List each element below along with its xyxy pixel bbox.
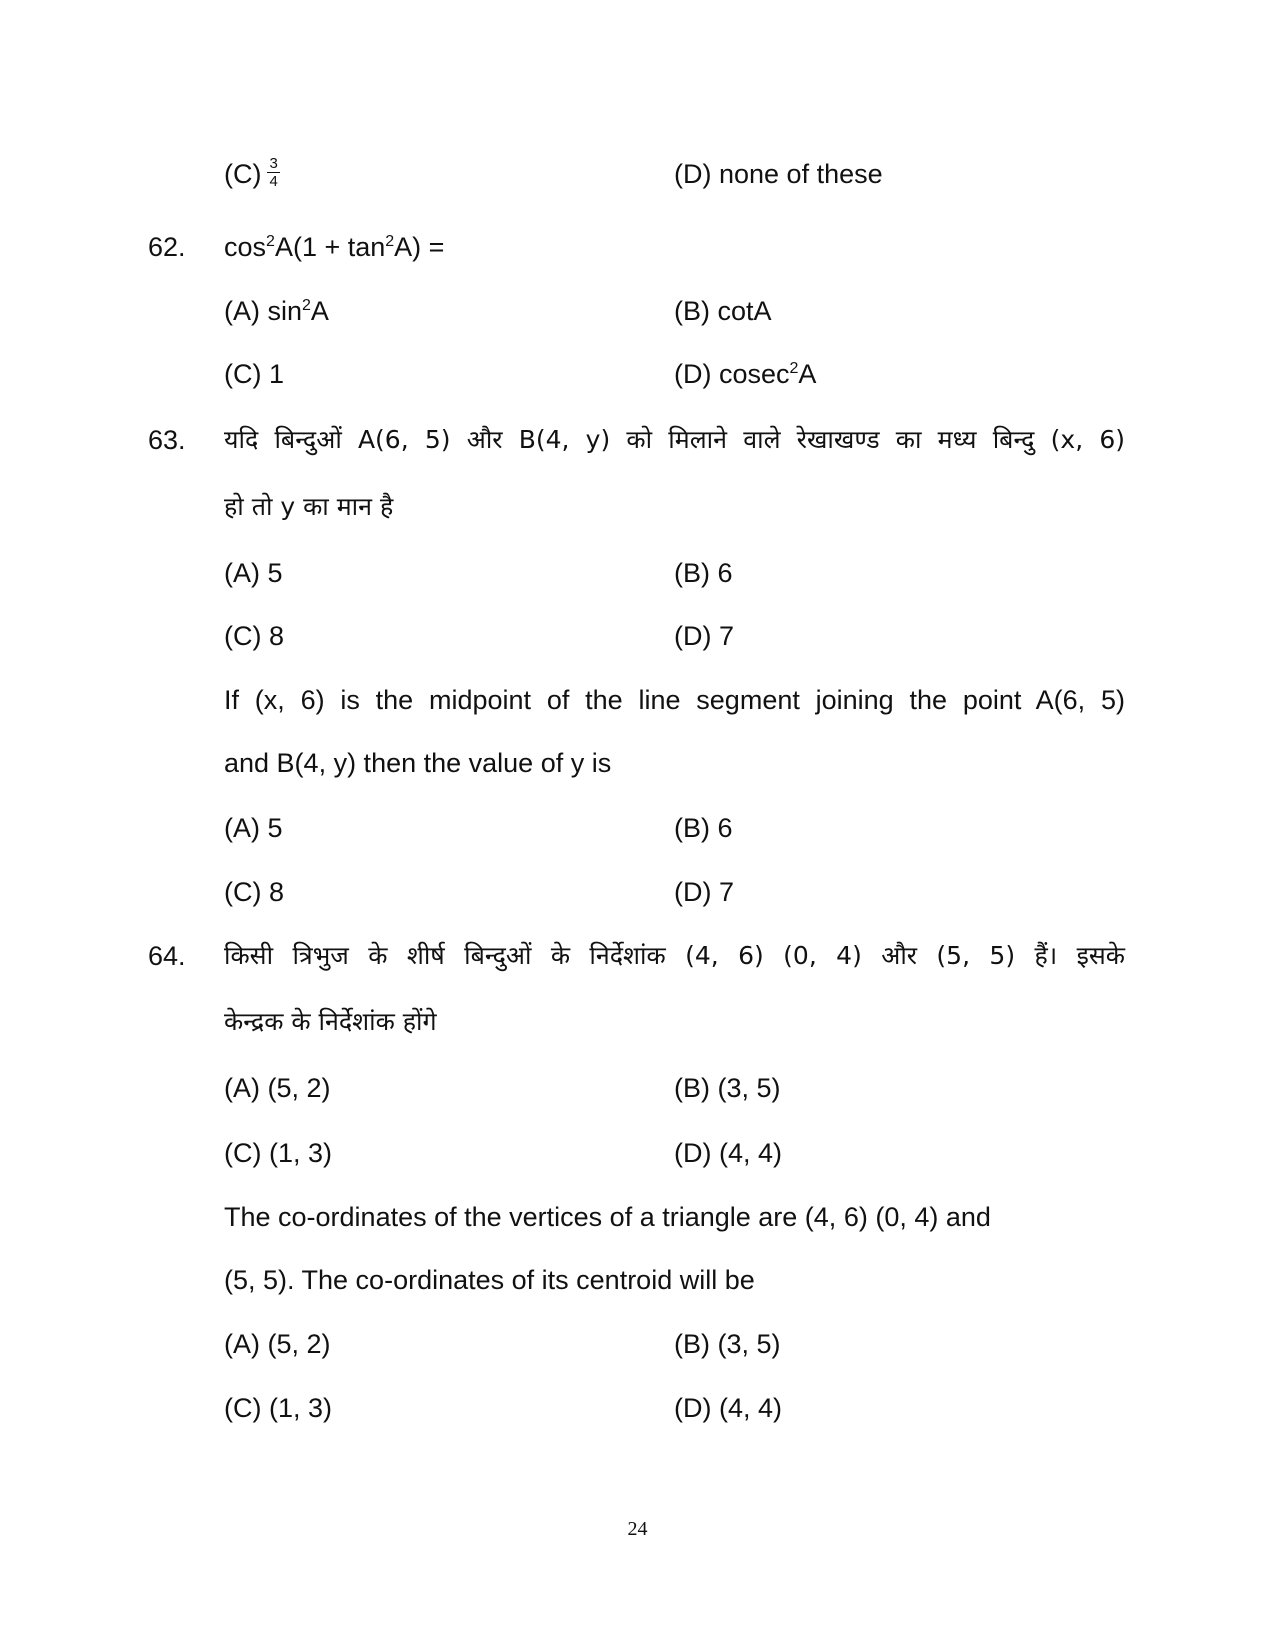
fraction-denominator: 4 <box>269 172 278 190</box>
q62-stem-sup: 2 <box>385 233 395 250</box>
q64-hindi-option-c: (C) (1, 3) <box>224 1138 332 1168</box>
q64-english-option-c: (C) (1, 3) <box>224 1393 332 1423</box>
q62-option-a-part: A <box>310 296 329 326</box>
q61-option-d: (D) none of these <box>674 159 883 189</box>
q64-hindi-stem-line1: किसी त्रिभुज के शीर्ष बिन्दुओं के निर्देशांक (4, 6) (0, 4) और (5, 5) हैं। इसके <box>224 941 1125 970</box>
q62-stem-part: A) = <box>394 232 445 262</box>
q62-option-d-part: A <box>798 359 817 389</box>
q63-english-stem-line1: If (x, 6) is the midpoint of the line segment joining the point A(6, 5) <box>224 685 1125 715</box>
q64-english-option-a: (A) (5, 2) <box>224 1329 331 1359</box>
q64-hindi-options-row-ab <box>0 1068 1275 1108</box>
q61-option-c <box>224 154 280 194</box>
q63-hindi-option-a: (A) 5 <box>224 558 283 588</box>
q63-hindi-option-b: (B) 6 <box>674 558 733 588</box>
q63-english-options-row-ab <box>0 808 1275 848</box>
q63-english-options-row-cd <box>0 872 1275 912</box>
q62-option-d-sup: 2 <box>789 360 799 377</box>
q62-option-a-part: (A) sin <box>224 296 303 326</box>
q63-english-stem-line2: and B(4, y) then the value of y is <box>224 748 612 778</box>
q62-options-row-cd <box>0 354 1275 394</box>
q62-option-d <box>674 354 816 394</box>
q64-english-option-d: (D) (4, 4) <box>674 1393 782 1423</box>
q64-hindi-stem-line2: केन्द्रक के निर्देशांक होंगे <box>224 1007 437 1036</box>
q62-option-a-sup: 2 <box>302 297 311 314</box>
q62-stem-part: cos <box>224 232 267 262</box>
q63-hindi-stem-row1 <box>0 420 1275 460</box>
q63-english-option-d: (D) 7 <box>674 877 734 907</box>
q63-english-option-b: (B) 6 <box>674 813 733 843</box>
q63-number: 63. <box>148 425 186 455</box>
q63-hindi-option-d: (D) 7 <box>674 621 734 651</box>
q62-option-c: (C) 1 <box>224 359 284 389</box>
q64-hindi-option-b: (B) (3, 5) <box>674 1073 781 1103</box>
q62-options-row-ab <box>0 291 1275 331</box>
q64-english-option-b: (B) (3, 5) <box>674 1329 781 1359</box>
q62-stem-row <box>0 227 1275 267</box>
q64-hindi-option-d: (D) (4, 4) <box>674 1138 782 1168</box>
q63-hindi-options-row-cd <box>0 616 1275 656</box>
q63-english-option-c: (C) 8 <box>224 877 284 907</box>
q64-english-stem-line1: The co-ordinates of the vertices of a triangle are (4, 6) (0, 4) and <box>224 1202 991 1232</box>
q64-hindi-options-row-cd <box>0 1133 1275 1173</box>
q63-hindi-option-c: (C) 8 <box>224 621 284 651</box>
q64-english-options-row-ab <box>0 1324 1275 1364</box>
q64-english-stem-line2: (5, 5). The co-ordinates of its centroid will be <box>224 1265 755 1295</box>
q61-options-row-cd <box>0 154 1275 194</box>
q62-option-b: (B) cotA <box>674 296 772 326</box>
q61-option-c-fraction <box>267 155 279 190</box>
q63-english-stem-row1 <box>0 680 1275 720</box>
q63-hindi-stem-line2: हो तो y का मान है <box>224 492 394 521</box>
q64-hindi-stem-row1 <box>0 936 1275 976</box>
page-number: 24 <box>627 1518 648 1540</box>
q64-hindi-stem-row2 <box>0 1002 1275 1042</box>
fraction-numerator: 3 <box>269 154 278 172</box>
q63-hindi-stem-line1: यदि बिन्दुओं A(6, 5) और B(4, y) को मिलाने वाले रेखाखण्ड का मध्य बिन्दु (x, 6) <box>224 425 1125 454</box>
q64-english-stem-row1 <box>0 1197 1275 1237</box>
q64-english-stem-row2 <box>0 1260 1275 1300</box>
q62-option-a <box>224 291 329 331</box>
q63-hindi-options-row-ab <box>0 553 1275 593</box>
q62-stem <box>224 227 444 267</box>
q62-number: 62. <box>148 232 186 262</box>
q62-stem-sup: 2 <box>266 233 275 250</box>
q61-option-c-label: (C) <box>224 159 262 189</box>
q63-hindi-stem-row2 <box>0 487 1275 527</box>
q63-english-option-a: (A) 5 <box>224 813 283 843</box>
q64-english-options-row-cd <box>0 1388 1275 1428</box>
q63-english-stem-row2 <box>0 743 1275 783</box>
q62-option-d-part: (D) cosec <box>674 359 790 389</box>
q64-number: 64. <box>148 941 186 971</box>
q62-stem-part: A(1 + tan <box>274 232 386 262</box>
q64-hindi-option-a: (A) (5, 2) <box>224 1073 331 1103</box>
